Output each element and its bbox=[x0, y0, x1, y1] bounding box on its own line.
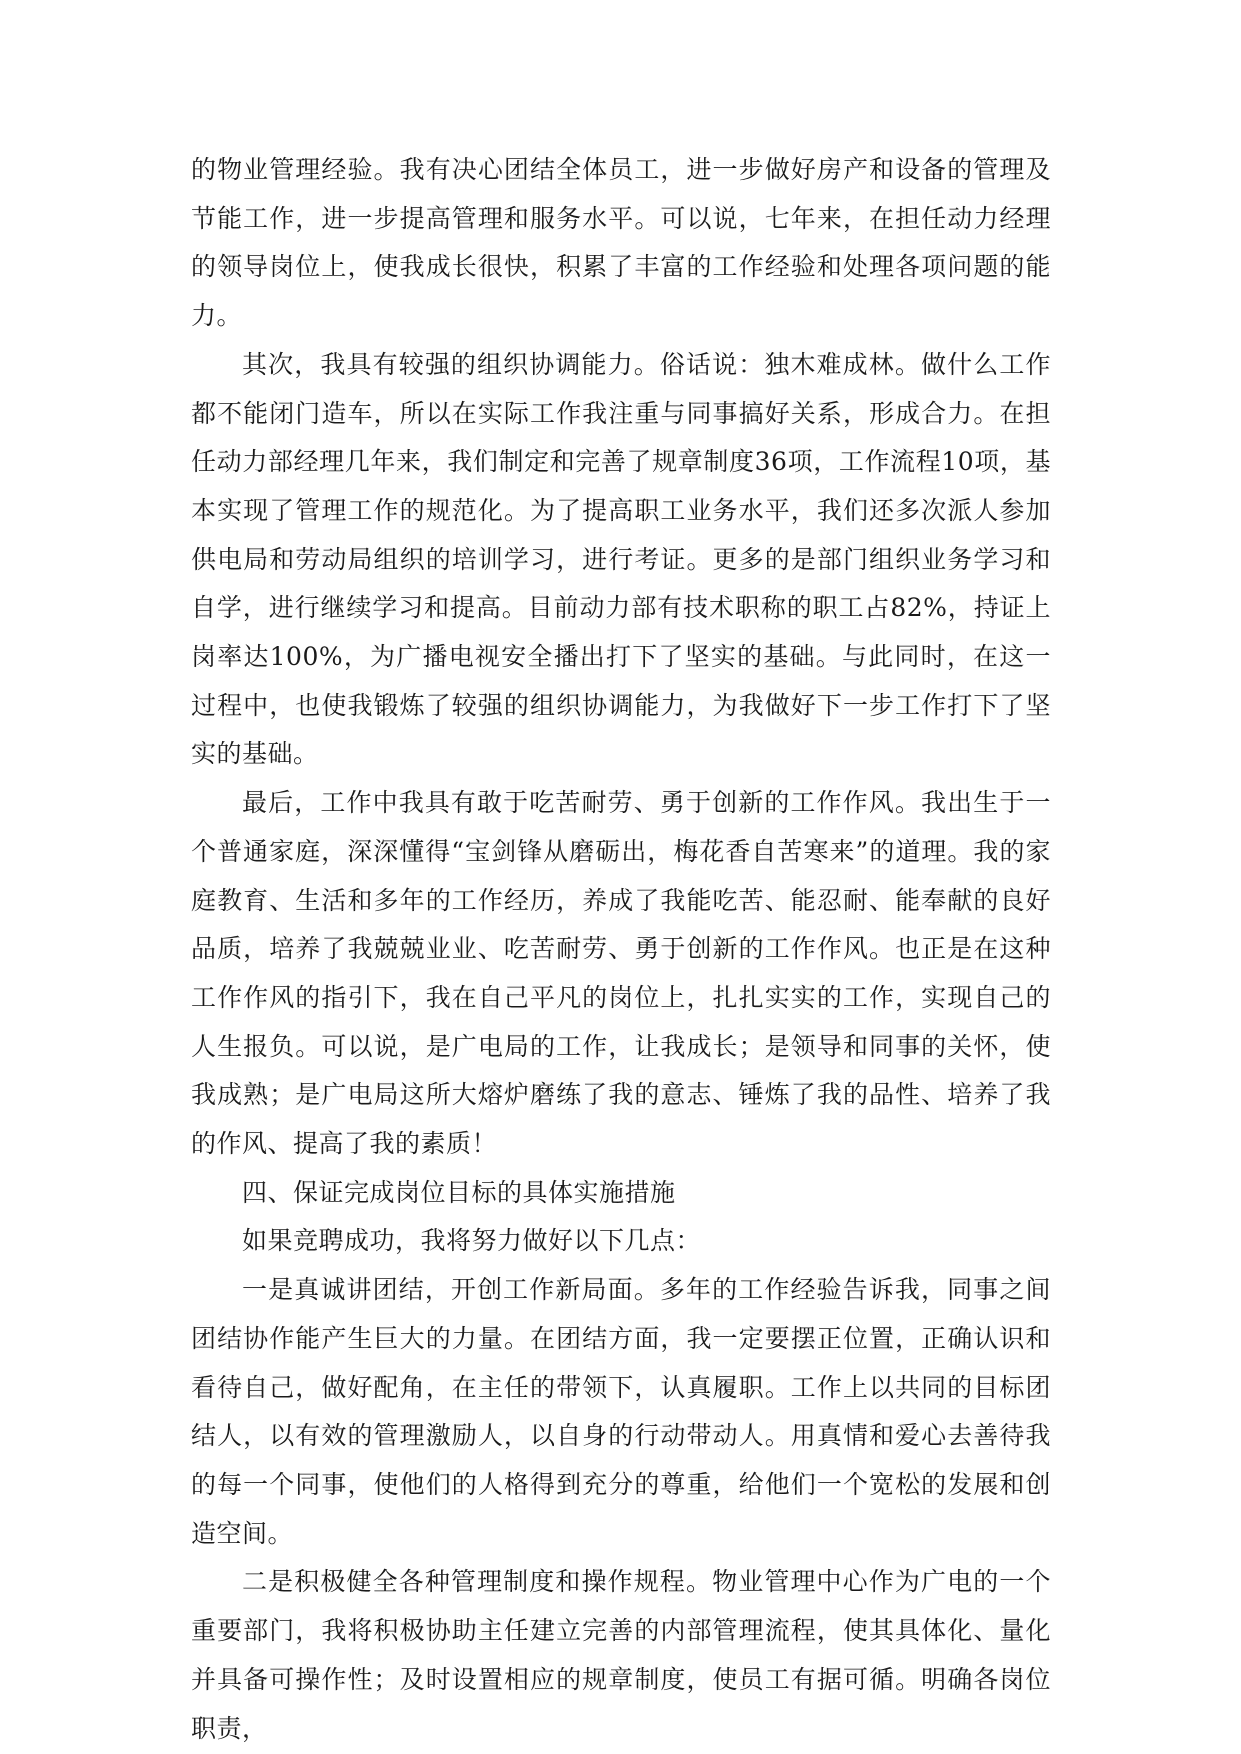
paragraph-measure-one: 一是真诚讲团结，开创工作新局面。多年的工作经验告诉我，同事之间团结协作能产生巨大的力量。在团结方面，我一定要摆正位置，正确认识和看待自己，做好配角，在主任的带领下，认真履职。工作上以共同的目标团结人，以有效的管理激励人，以自身的行动带动人。用真情和爱心去善待我的每一个同事，使他们的人格得到充分的尊重，给他们一个宽松的发展和创造空间。 bbox=[191, 1275, 1051, 1548]
paragraph-intro-measures: 如果竞聘成功，我将努力做好以下几点： bbox=[242, 1226, 702, 1256]
document-body bbox=[191, 146, 1051, 1753]
paragraph-work-style: 最后，工作中我具有敢于吃苦耐劳、勇于创新的工作作风。我出生于一个普通家庭，深深懂得“宝剑锋从磨砺出，梅花香自苦寒来”的道理。我的家庭教育、生活和多年的工作经历，养成了我能吃苦、能忍耐、能奉献的良好品质，培养了我兢兢业业、吃苦耐劳、勇于创新的工作作风。也正是在这种工作作风的指引下，我在自己平凡的岗位上，扎扎实实的工作，实现自己的人生报负。可以说，是广电局的工作，让我成长；是领导和同事的关怀，使我成熟；是广电局这所大熔炉磨练了我的意志、锤炼了我的品性、培养了我的作风、提高了我的素质！ bbox=[191, 788, 1051, 1159]
paragraph-organization-ability: 其次，我具有较强的组织协调能力。俗话说：独木难成林。做什么工作都不能闭门造车，所以在实际工作我注重与同事搞好关系，形成合力。在担任动力部经理几年来，我们制定和完善了规章制度36项，工作流程10项，基本实现了管理工作的规范化。为了提高职工业务水平，我们还多次派人参加供电局和劳动局组织的培训学习，进行考证。更多的是部门组织业务学习和自学，进行继续学习和提高。目前动力部有技术职称的职工占82%，持证上岗率达100%，为广播电视安全播出打下了坚实的基础。与此同时，在这一过程中，也使我锻炼了较强的组织协调能力，为我做好下一步工作打下了坚实的基础。 bbox=[191, 349, 1051, 769]
paragraph-continuation: 的物业管理经验。我有决心团结全体员工，进一步做好房产和设备的管理及节能工作，进一步提高管理和服务水平。可以说，七年来，在担任动力经理的领导岗位上，使我成长很快，积累了丰富的工作经验和处理各项问题的能力。 bbox=[191, 155, 1051, 331]
section-heading-measures: 四、保证完成岗位目标的具体实施措施 bbox=[242, 1177, 676, 1207]
paragraph-measure-two: 二是积极健全各种管理制度和操作规程。物业管理中心作为广电的一个重要部门，我将积极协助主任建立完善的内部管理流程，使其具体化、量化并具备可操作性；及时设置相应的规章制度，使员工有据可循。明确各岗位职责， bbox=[191, 1567, 1051, 1743]
